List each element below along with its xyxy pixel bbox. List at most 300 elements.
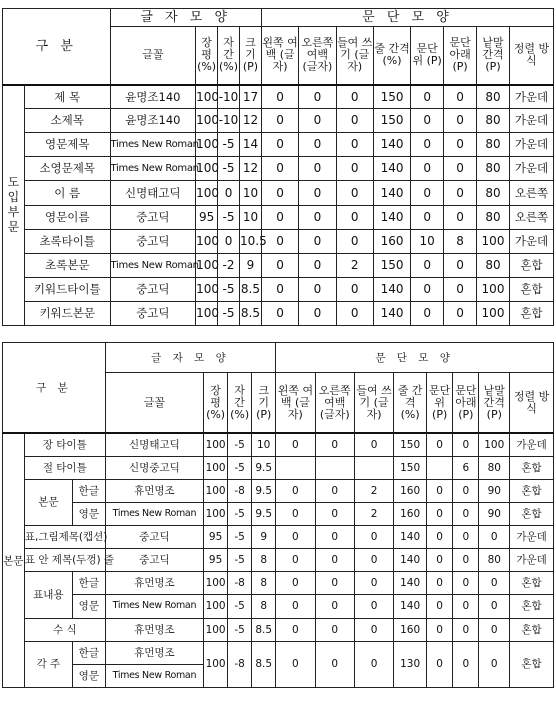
value-cell: 0 bbox=[427, 502, 453, 525]
value-cell: 0 bbox=[354, 618, 393, 641]
value-cell: 100 bbox=[196, 181, 218, 205]
char-style-group-header: 글 자 모 양 bbox=[110, 9, 261, 27]
value-cell: 100 bbox=[204, 456, 228, 479]
value-cell: 0 bbox=[453, 502, 479, 525]
row-name: 키워드타이틀 bbox=[24, 277, 110, 301]
value-cell: 95 bbox=[196, 205, 218, 229]
font-cell: Times New Roman bbox=[105, 664, 203, 687]
value-cell: 10 bbox=[240, 205, 262, 229]
value-cell: 95 bbox=[204, 549, 228, 572]
value-cell: 80 bbox=[477, 157, 510, 181]
value-cell: 0 bbox=[315, 549, 354, 572]
value-cell: 10 bbox=[252, 433, 276, 456]
value-cell: 0 bbox=[261, 181, 298, 205]
row-name: 표 안 제목(두껑) 줄 bbox=[24, 549, 105, 572]
value-cell: 0 bbox=[299, 301, 336, 325]
row-subname: 한글 bbox=[72, 641, 105, 664]
value-cell: 140 bbox=[394, 549, 427, 572]
font-cell: 신명중고딕 bbox=[105, 456, 203, 479]
value-cell: 0 bbox=[218, 229, 240, 253]
value-cell: 가운데 bbox=[509, 157, 553, 181]
value-cell: 0 bbox=[453, 526, 479, 549]
value-cell: 150 bbox=[394, 433, 427, 456]
value-cell: 100 bbox=[196, 301, 218, 325]
value-cell: 0 bbox=[261, 253, 298, 277]
value-cell: 100 bbox=[477, 277, 510, 301]
char-style-group-header: 글 자 모 양 bbox=[105, 343, 276, 373]
value-cell: 140 bbox=[373, 277, 410, 301]
value-cell: 8.5 bbox=[240, 277, 262, 301]
column-header: 왼쪽 여백 (글자) bbox=[261, 27, 298, 85]
value-cell: 혼합 bbox=[510, 595, 554, 618]
value-cell: -5 bbox=[228, 526, 252, 549]
column-header: 오른쪽 여백 (글자) bbox=[299, 27, 336, 85]
value-cell: 140 bbox=[373, 133, 410, 157]
column-header: 정렬 방식 bbox=[509, 27, 553, 85]
value-cell: 0 bbox=[354, 641, 393, 687]
table-row bbox=[3, 526, 554, 549]
row-name: 각 주 bbox=[24, 641, 72, 687]
value-cell: 8 bbox=[252, 595, 276, 618]
table-row bbox=[3, 85, 554, 109]
value-cell: 100 bbox=[196, 229, 218, 253]
font-cell: 휴먼명조 bbox=[105, 572, 203, 595]
row-name: 장 타이틀 bbox=[24, 433, 105, 456]
table-row bbox=[3, 479, 554, 502]
value-cell: 0 bbox=[479, 641, 510, 687]
value-cell: 가운데 bbox=[509, 109, 553, 133]
value-cell: 0 bbox=[411, 181, 444, 205]
value-cell: 100 bbox=[196, 133, 218, 157]
value-cell: 8 bbox=[252, 572, 276, 595]
value-cell: -2 bbox=[218, 253, 240, 277]
table-row bbox=[3, 433, 554, 456]
table-row bbox=[3, 157, 554, 181]
value-cell bbox=[276, 456, 315, 479]
font-cell: 중고딕 bbox=[105, 549, 203, 572]
table-row bbox=[3, 595, 554, 618]
value-cell: 80 bbox=[477, 109, 510, 133]
value-cell: 80 bbox=[477, 85, 510, 109]
section-label: 본문 bbox=[3, 433, 25, 687]
value-cell: 0 bbox=[479, 595, 510, 618]
value-cell: 혼합 bbox=[510, 572, 554, 595]
column-header: 낱말 간격 (P) bbox=[479, 373, 510, 433]
value-cell: 160 bbox=[373, 229, 410, 253]
column-header: 줄 간격 (%) bbox=[373, 27, 410, 85]
value-cell: 0 bbox=[299, 205, 336, 229]
value-cell: -8 bbox=[228, 572, 252, 595]
value-cell: 100 bbox=[196, 253, 218, 277]
row-name: 본문 bbox=[24, 479, 72, 525]
value-cell: 100 bbox=[204, 572, 228, 595]
intro-style-table bbox=[2, 8, 554, 326]
column-header: 문단 아래 (P) bbox=[453, 373, 479, 433]
value-cell: 140 bbox=[373, 181, 410, 205]
value-cell: 0 bbox=[427, 641, 453, 687]
column-header: 크 기 (P) bbox=[252, 373, 276, 433]
table-row bbox=[3, 456, 554, 479]
para-style-group-header: 문 단 모 양 bbox=[261, 9, 553, 27]
value-cell: 0 bbox=[299, 181, 336, 205]
value-cell: 0 bbox=[261, 109, 298, 133]
value-cell: 0 bbox=[427, 549, 453, 572]
gubun-header: 구 분 bbox=[3, 343, 106, 434]
value-cell: 0 bbox=[427, 526, 453, 549]
value-cell: 0 bbox=[479, 618, 510, 641]
value-cell: 0 bbox=[411, 205, 444, 229]
row-name: 영문제목 bbox=[24, 133, 110, 157]
value-cell: -5 bbox=[218, 301, 240, 325]
value-cell: 2 bbox=[354, 479, 393, 502]
section-label: 도입부문 bbox=[3, 85, 25, 326]
value-cell: 17 bbox=[240, 85, 262, 109]
row-name: 초록타이틀 bbox=[24, 229, 110, 253]
value-cell: 0 bbox=[453, 433, 479, 456]
value-cell: -5 bbox=[218, 277, 240, 301]
value-cell: -5 bbox=[218, 205, 240, 229]
font-cell: Times New Roman bbox=[110, 157, 196, 181]
value-cell: 10.5 bbox=[240, 229, 262, 253]
value-cell: 0 bbox=[336, 301, 373, 325]
column-header: 자 간 (%) bbox=[218, 27, 240, 85]
value-cell: 혼합 bbox=[510, 502, 554, 525]
value-cell bbox=[315, 456, 354, 479]
value-cell: 0 bbox=[336, 277, 373, 301]
row-name: 절 타이틀 bbox=[24, 456, 105, 479]
font-cell: 휴먼명조 bbox=[105, 479, 203, 502]
value-cell: 0 bbox=[479, 526, 510, 549]
value-cell: 100 bbox=[196, 85, 218, 109]
value-cell: 140 bbox=[373, 301, 410, 325]
row-name: 제 목 bbox=[24, 85, 110, 109]
value-cell: 140 bbox=[373, 205, 410, 229]
value-cell: 0 bbox=[444, 205, 477, 229]
value-cell: 0 bbox=[299, 109, 336, 133]
value-cell: 8 bbox=[252, 549, 276, 572]
value-cell: -5 bbox=[218, 157, 240, 181]
column-header: 정렬 방식 bbox=[510, 373, 554, 433]
font-cell: 중고딕 bbox=[105, 526, 203, 549]
value-cell: 0 bbox=[261, 229, 298, 253]
value-cell: 80 bbox=[477, 205, 510, 229]
value-cell: 80 bbox=[477, 133, 510, 157]
value-cell: 0 bbox=[411, 277, 444, 301]
value-cell: 9 bbox=[252, 526, 276, 549]
column-header: 들여 쓰기 (글자) bbox=[336, 27, 373, 85]
value-cell: 0 bbox=[276, 572, 315, 595]
row-name: 영문이름 bbox=[24, 205, 110, 229]
value-cell: 0 bbox=[444, 133, 477, 157]
value-cell: 150 bbox=[373, 109, 410, 133]
value-cell: 0 bbox=[354, 526, 393, 549]
value-cell: 0 bbox=[336, 157, 373, 181]
table-row bbox=[3, 549, 554, 572]
table-row bbox=[3, 109, 554, 133]
value-cell: 0 bbox=[315, 433, 354, 456]
value-cell: 0 bbox=[354, 595, 393, 618]
value-cell: 140 bbox=[394, 526, 427, 549]
value-cell: 0 bbox=[444, 85, 477, 109]
column-header: 장 평 (%) bbox=[196, 27, 218, 85]
value-cell: 0 bbox=[315, 618, 354, 641]
value-cell: -5 bbox=[228, 549, 252, 572]
value-cell: 0 bbox=[315, 526, 354, 549]
value-cell: 0 bbox=[218, 181, 240, 205]
value-cell: 0 bbox=[261, 133, 298, 157]
row-subname: 영문 bbox=[72, 664, 105, 687]
row-name: 초록본문 bbox=[24, 253, 110, 277]
column-header: 문단 위 (P) bbox=[411, 27, 444, 85]
value-cell: -10 bbox=[218, 85, 240, 109]
gubun-header: 구 분 bbox=[3, 9, 111, 85]
row-subname: 영문 bbox=[72, 502, 105, 525]
value-cell: 9.5 bbox=[252, 456, 276, 479]
value-cell: -8 bbox=[228, 641, 252, 687]
value-cell: 0 bbox=[336, 85, 373, 109]
value-cell: 0 bbox=[354, 433, 393, 456]
value-cell: 9 bbox=[240, 253, 262, 277]
row-subname: 영문 bbox=[72, 595, 105, 618]
value-cell: 0 bbox=[411, 157, 444, 181]
value-cell: 0 bbox=[427, 595, 453, 618]
value-cell: 0 bbox=[299, 253, 336, 277]
value-cell: -5 bbox=[228, 595, 252, 618]
value-cell: 0 bbox=[299, 277, 336, 301]
value-cell: 150 bbox=[373, 253, 410, 277]
value-cell: 140 bbox=[394, 595, 427, 618]
value-cell: 0 bbox=[276, 641, 315, 687]
body-style-table bbox=[2, 342, 554, 688]
row-name: 표,그림제목(캡션) bbox=[24, 526, 105, 549]
value-cell: 0 bbox=[427, 433, 453, 456]
value-cell: 80 bbox=[479, 549, 510, 572]
value-cell: 오른쪽 bbox=[509, 181, 553, 205]
value-cell: 140 bbox=[394, 572, 427, 595]
table-row bbox=[3, 572, 554, 595]
font-cell: Times New Roman bbox=[110, 133, 196, 157]
row-name: 소영문제목 bbox=[24, 157, 110, 181]
value-cell: 14 bbox=[240, 133, 262, 157]
value-cell: -8 bbox=[228, 479, 252, 502]
value-cell: 0 bbox=[299, 133, 336, 157]
value-cell: 혼합 bbox=[509, 253, 553, 277]
value-cell: 130 bbox=[394, 641, 427, 687]
value-cell: 100 bbox=[204, 502, 228, 525]
value-cell: 혼합 bbox=[510, 618, 554, 641]
value-cell: 0 bbox=[444, 109, 477, 133]
value-cell: 0 bbox=[336, 109, 373, 133]
value-cell: 100 bbox=[196, 277, 218, 301]
value-cell: 80 bbox=[477, 253, 510, 277]
value-cell: 0 bbox=[354, 572, 393, 595]
value-cell: 혼합 bbox=[509, 277, 553, 301]
value-cell: 혼합 bbox=[510, 479, 554, 502]
value-cell: -5 bbox=[228, 456, 252, 479]
value-cell: 0 bbox=[444, 301, 477, 325]
value-cell: 100 bbox=[204, 433, 228, 456]
value-cell: -5 bbox=[228, 618, 252, 641]
value-cell: 0 bbox=[276, 595, 315, 618]
value-cell: 0 bbox=[411, 301, 444, 325]
value-cell: 0 bbox=[276, 526, 315, 549]
value-cell: 0 bbox=[427, 572, 453, 595]
value-cell: 가운데 bbox=[510, 549, 554, 572]
column-header: 낱말 간격 (P) bbox=[477, 27, 510, 85]
value-cell: 0 bbox=[411, 133, 444, 157]
value-cell: 160 bbox=[394, 618, 427, 641]
value-cell: 160 bbox=[394, 502, 427, 525]
value-cell: 0 bbox=[276, 433, 315, 456]
column-header: 왼쪽 여백 (글자) bbox=[276, 373, 315, 433]
font-cell: 중고딕 bbox=[110, 205, 196, 229]
value-cell: -5 bbox=[218, 133, 240, 157]
font-cell: 윤명조140 bbox=[110, 109, 196, 133]
font-cell: 중고딕 bbox=[110, 277, 196, 301]
row-name: 키워드본문 bbox=[24, 301, 110, 325]
value-cell: 0 bbox=[276, 549, 315, 572]
row-subname: 한글 bbox=[72, 479, 105, 502]
value-cell: 0 bbox=[315, 502, 354, 525]
value-cell: 가운데 bbox=[510, 433, 554, 456]
column-header: 크 기 (P) bbox=[240, 27, 262, 85]
value-cell: 100 bbox=[477, 229, 510, 253]
value-cell: 0 bbox=[411, 85, 444, 109]
table-row bbox=[3, 502, 554, 525]
value-cell: 0 bbox=[299, 229, 336, 253]
font-cell: 신명태고딕 bbox=[105, 433, 203, 456]
value-cell: 8.5 bbox=[240, 301, 262, 325]
font-cell: 휴먼명조 bbox=[105, 641, 203, 664]
value-cell: 100 bbox=[204, 595, 228, 618]
value-cell: 2 bbox=[354, 502, 393, 525]
value-cell: 오른쪽 bbox=[509, 205, 553, 229]
column-header: 장 평 (%) bbox=[204, 373, 228, 433]
value-cell: 0 bbox=[336, 133, 373, 157]
value-cell: 100 bbox=[204, 618, 228, 641]
value-cell: 0 bbox=[453, 595, 479, 618]
font-cell: Times New Roman bbox=[110, 253, 196, 277]
value-cell: 가운데 bbox=[510, 526, 554, 549]
value-cell: 0 bbox=[261, 157, 298, 181]
row-subname: 한글 bbox=[72, 572, 105, 595]
table-row bbox=[3, 277, 554, 301]
value-cell: 0 bbox=[444, 253, 477, 277]
table-row bbox=[3, 181, 554, 205]
value-cell: 100 bbox=[204, 479, 228, 502]
value-cell bbox=[427, 456, 453, 479]
value-cell: 0 bbox=[444, 181, 477, 205]
value-cell: 혼합 bbox=[510, 641, 554, 687]
value-cell: 0 bbox=[261, 277, 298, 301]
value-cell: 140 bbox=[373, 157, 410, 181]
value-cell: 80 bbox=[477, 181, 510, 205]
column-header: 들여 쓰기 (글자) bbox=[354, 373, 393, 433]
font-cell: Times New Roman bbox=[105, 595, 203, 618]
value-cell: 12 bbox=[240, 109, 262, 133]
row-name: 이 름 bbox=[24, 181, 110, 205]
font-cell: 중고딕 bbox=[110, 229, 196, 253]
value-cell: 10 bbox=[240, 181, 262, 205]
column-header: 글꼴 bbox=[105, 373, 203, 433]
value-cell: 12 bbox=[240, 157, 262, 181]
value-cell: 0 bbox=[354, 549, 393, 572]
table-row bbox=[3, 133, 554, 157]
value-cell: 0 bbox=[427, 618, 453, 641]
value-cell: 100 bbox=[196, 109, 218, 133]
value-cell: 0 bbox=[444, 157, 477, 181]
value-cell: -10 bbox=[218, 109, 240, 133]
value-cell: 8.5 bbox=[252, 618, 276, 641]
value-cell: 100 bbox=[196, 157, 218, 181]
column-header: 문단 위 (P) bbox=[427, 373, 453, 433]
header-row bbox=[3, 9, 554, 27]
value-cell: 0 bbox=[336, 205, 373, 229]
value-cell: 8 bbox=[444, 229, 477, 253]
value-cell: 8.5 bbox=[252, 641, 276, 687]
value-cell: 0 bbox=[299, 157, 336, 181]
value-cell: 0 bbox=[276, 502, 315, 525]
value-cell: 0 bbox=[336, 181, 373, 205]
value-cell bbox=[354, 456, 393, 479]
value-cell: 혼합 bbox=[509, 301, 553, 325]
value-cell: 100 bbox=[479, 433, 510, 456]
value-cell: 0 bbox=[411, 253, 444, 277]
value-cell: 10 bbox=[411, 229, 444, 253]
value-cell: 0 bbox=[411, 109, 444, 133]
value-cell: 0 bbox=[315, 595, 354, 618]
table-row bbox=[3, 253, 554, 277]
font-cell: 중고딕 bbox=[110, 301, 196, 325]
value-cell: 0 bbox=[453, 549, 479, 572]
value-cell: 160 bbox=[394, 479, 427, 502]
table-row bbox=[3, 301, 554, 325]
value-cell: 0 bbox=[315, 572, 354, 595]
value-cell: -5 bbox=[228, 433, 252, 456]
value-cell: -5 bbox=[228, 502, 252, 525]
table-row bbox=[3, 205, 554, 229]
value-cell: 2 bbox=[336, 253, 373, 277]
value-cell: 가운데 bbox=[509, 229, 553, 253]
column-header: 줄 간격 (%) bbox=[394, 373, 427, 433]
value-cell: 0 bbox=[315, 641, 354, 687]
table-row bbox=[3, 641, 554, 664]
value-cell: 0 bbox=[299, 85, 336, 109]
row-name: 소제목 bbox=[24, 109, 110, 133]
row-name: 표내용 bbox=[24, 572, 72, 618]
value-cell: 0 bbox=[444, 277, 477, 301]
table-row bbox=[3, 229, 554, 253]
table-row bbox=[3, 618, 554, 641]
value-cell: 95 bbox=[204, 526, 228, 549]
font-cell: 신명태고딕 bbox=[110, 181, 196, 205]
value-cell: 100 bbox=[204, 641, 228, 687]
column-header: 오른쪽 여백 (글자) bbox=[315, 373, 354, 433]
font-cell: Times New Roman bbox=[105, 502, 203, 525]
value-cell: 0 bbox=[336, 229, 373, 253]
column-header: 문단 아래 (P) bbox=[444, 27, 477, 85]
para-style-group-header: 문 단 모 양 bbox=[276, 343, 554, 373]
value-cell: 혼합 bbox=[510, 456, 554, 479]
row-name: 수 식 bbox=[24, 618, 105, 641]
column-header: 자 간 (%) bbox=[228, 373, 252, 433]
value-cell: 0 bbox=[453, 572, 479, 595]
value-cell: 0 bbox=[261, 85, 298, 109]
value-cell: 6 bbox=[453, 456, 479, 479]
value-cell: 90 bbox=[479, 479, 510, 502]
value-cell: 0 bbox=[453, 618, 479, 641]
value-cell: 150 bbox=[394, 456, 427, 479]
